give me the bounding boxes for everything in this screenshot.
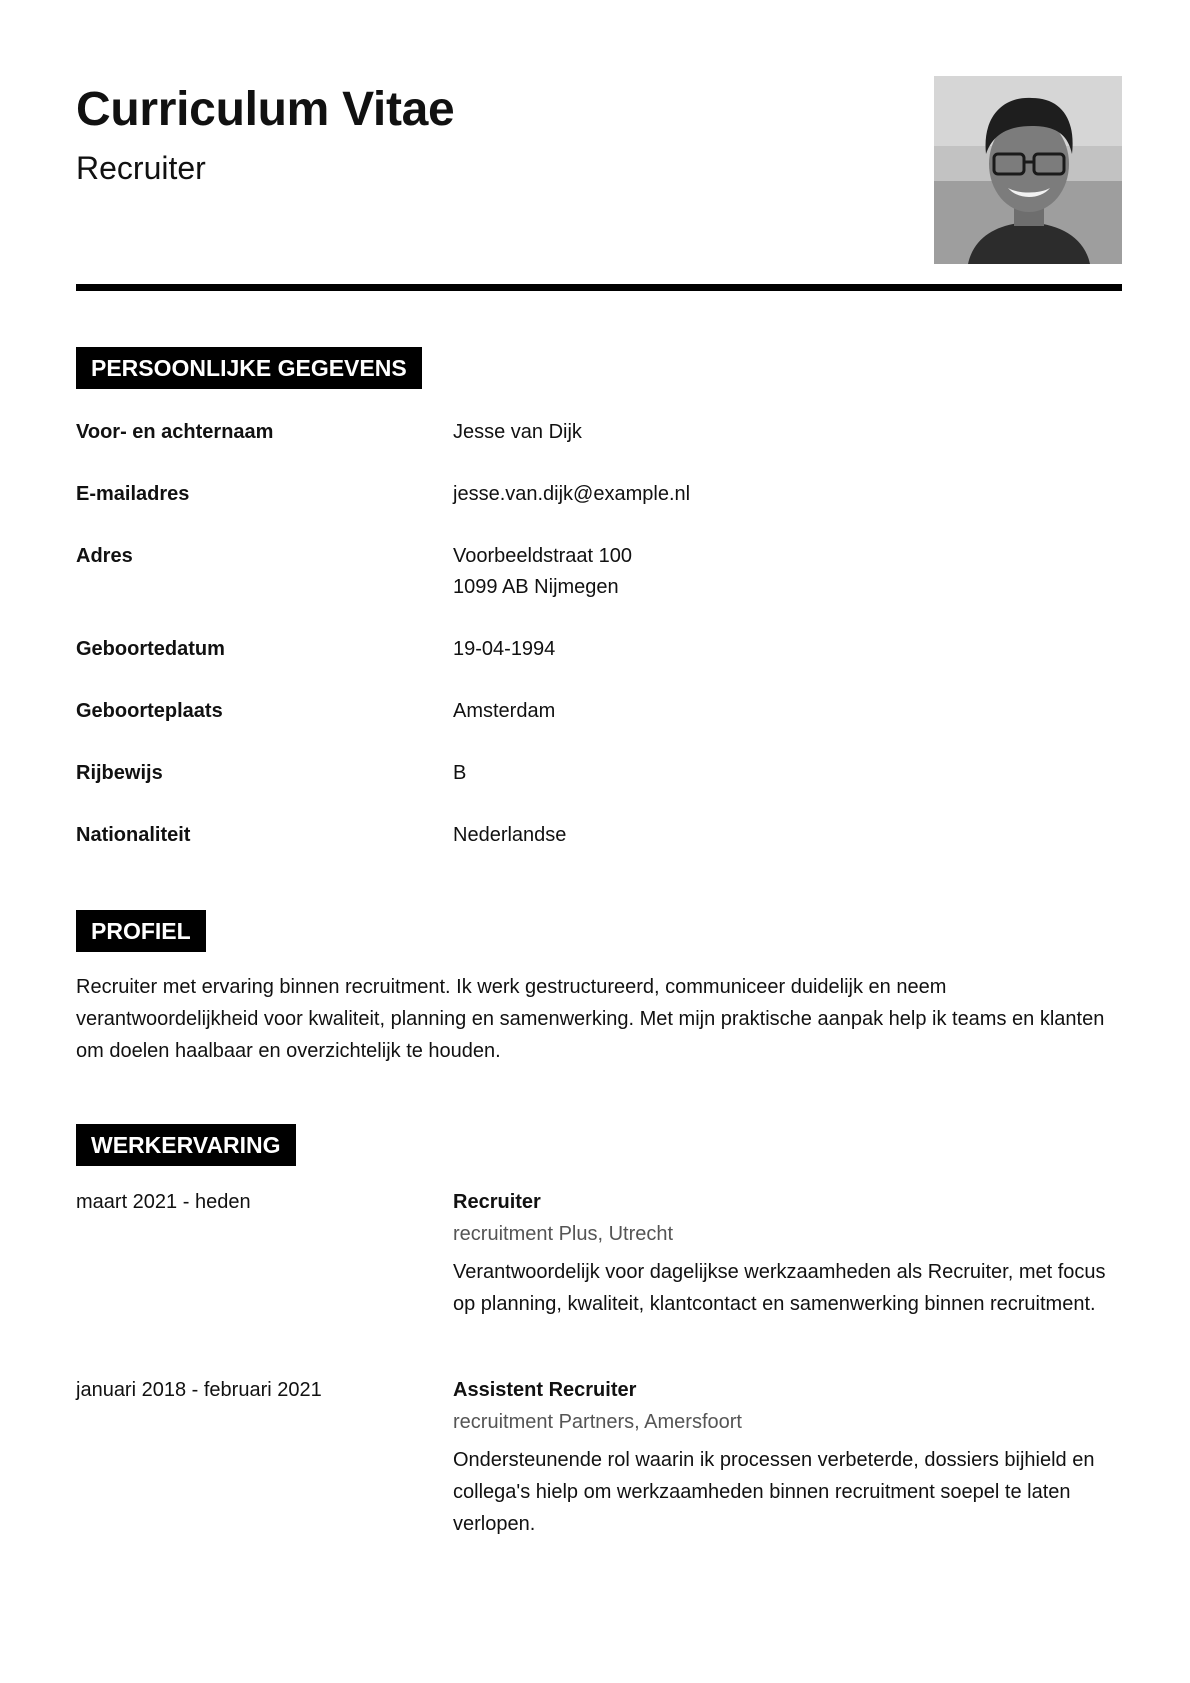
- experience-info: [453, 1186, 1122, 1320]
- nationality-label: Nationaliteit: [76, 824, 191, 846]
- experience-description: Ondersteunende rol waarin ik processen verbeterde, dossiers bijhield en collega's hielp om werkzaamheden binnen recruitment soepel te laten verlopen.: [453, 1449, 1095, 1535]
- section-profile-heading: PROFIEL: [76, 910, 206, 952]
- birthplace-label: Geboorteplaats: [76, 700, 223, 722]
- address-line1: Voorbeeldstraat 100: [453, 545, 633, 567]
- birthdate-value: 19-04-1994: [453, 638, 556, 660]
- experience-info: [453, 1374, 1122, 1540]
- experience-role: Assistent Recruiter: [453, 1379, 637, 1401]
- birthdate-label: Geboortedatum: [76, 638, 225, 660]
- address-line2: 1099 AB Nijmegen: [453, 576, 619, 598]
- profile-photo: [934, 76, 1122, 264]
- experience-description: Verantwoordelijk voor dagelijkse werkzaamheden als Recruiter, met focus op planning, kwaliteit, klantcontact en samenwerking binnen recruitment.: [453, 1261, 1106, 1315]
- section-experience-heading: WERKERVARING: [76, 1124, 296, 1166]
- experience-period: maart 2021 - heden: [76, 1191, 251, 1213]
- name-label: Voor- en achternaam: [76, 421, 274, 443]
- email-value: jesse.van.dijk@example.nl: [453, 483, 691, 505]
- document-title: Curriculum Vitae: [76, 83, 455, 136]
- section-personal-heading: PERSOONLIJKE GEGEVENS: [76, 347, 422, 389]
- document-subtitle: Recruiter: [76, 150, 206, 186]
- name-value: Jesse van Dijk: [453, 421, 582, 443]
- header-divider: [76, 284, 1122, 291]
- experience-role: Recruiter: [453, 1191, 541, 1213]
- address-label: Adres: [76, 545, 133, 567]
- nationality-value: Nederlandse: [453, 824, 567, 846]
- email-label: E-mailadres: [76, 483, 190, 505]
- experience-company: recruitment Partners, Amersfoort: [453, 1411, 742, 1433]
- birthplace-value: Amsterdam: [453, 700, 556, 722]
- experience-period: januari 2018 - februari 2021: [76, 1379, 322, 1401]
- profile-text: Recruiter met ervaring binnen recruitment. Ik werk gestructureerd, communiceer duidelijk en neem verantwoordelijkheid voor kwaliteit, planning en samenwerking. Met mijn praktische aanpak help ik teams en klanten om doelen haalbaar en overzichtelijk te houden.: [76, 976, 1105, 1062]
- license-label: Rijbewijs: [76, 762, 163, 784]
- experience-company: recruitment Plus, Utrecht: [453, 1223, 674, 1245]
- license-value: B: [453, 762, 467, 784]
